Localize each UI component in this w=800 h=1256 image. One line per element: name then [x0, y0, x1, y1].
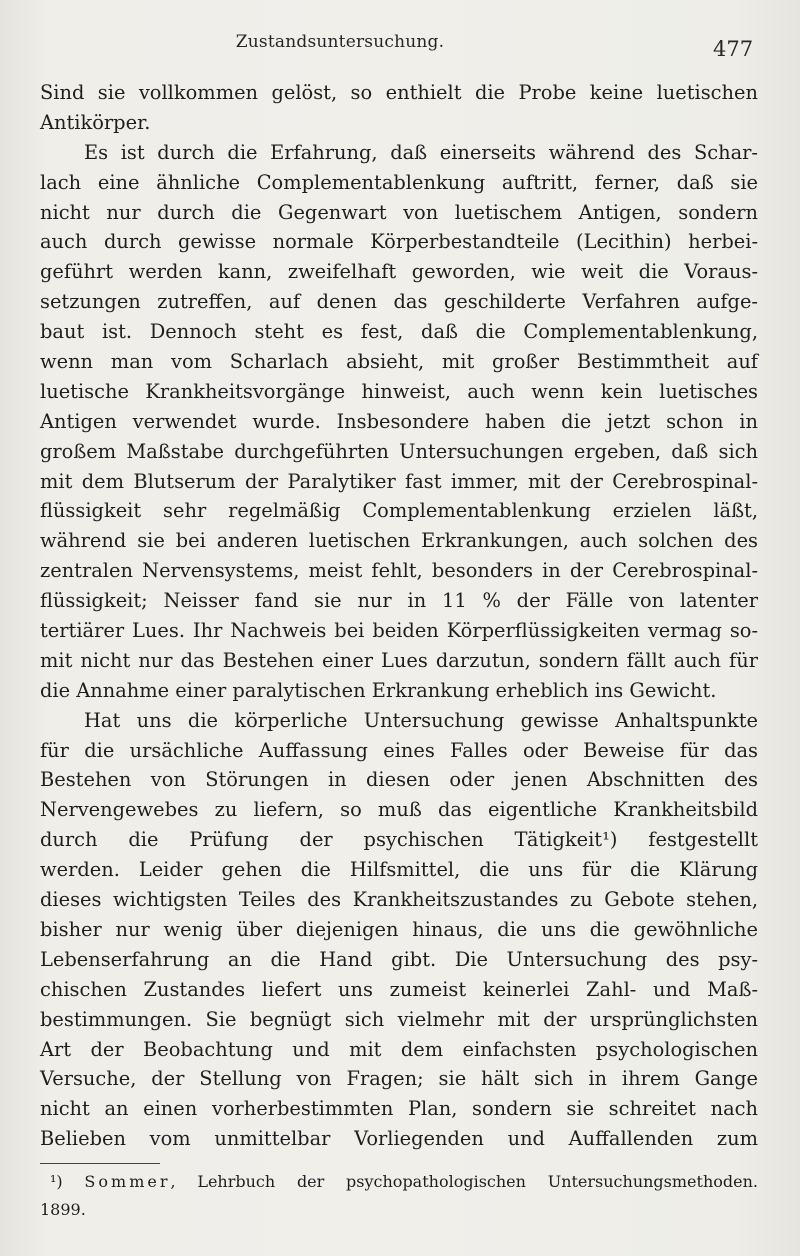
- text-line: werden. Leider gehen die Hilfsmittel, die uns für die Klärung: [40, 858, 758, 882]
- text-line: mit dem Blutserum der Paralytiker fast immer, mit der Cerebrospinal-: [40, 469, 758, 493]
- text-line: Bestehen von Störungen in diesen oder jenen Abschnitten des: [40, 768, 758, 792]
- text-line: bestimmungen. Sie begnügt sich vielmehr mit der ursprünglichsten: [40, 1007, 758, 1031]
- footnote-line-1: [40, 1168, 758, 1196]
- body-text: [40, 78, 758, 1154]
- text-line: wenn man vom Scharlach absieht, mit großer Bestimmtheit auf: [40, 350, 758, 374]
- text-line: Nervengewebes zu liefern, so muß das eigentliche Krankheitsbild: [40, 798, 758, 822]
- text-line: chischen Zustandes liefert uns zumeist keinerlei Zahl- und Maß-: [40, 977, 758, 1001]
- text-line: während sie bei anderen luetischen Erkrankungen, auch solchen des: [40, 529, 758, 553]
- text-line: lach eine ähnliche Complementablenkung auftritt, ferner, daß sie: [40, 170, 758, 194]
- text-line: bisher nur wenig über diejenigen hinaus, die uns die gewöhnliche: [40, 917, 758, 941]
- text-line: die Annahme einer paralytischen Erkrankung erheblich ins Gewicht.: [40, 678, 717, 702]
- text-line: nicht nur durch die Gegenwart von luetischem Antigen, sondern: [40, 200, 758, 224]
- text-line: Lebenserfahrung an die Hand gibt. Die Untersuchung des psy-: [40, 947, 758, 971]
- text-line: Hat uns die körperliche Untersuchung gewisse Anhaltspunkte: [84, 708, 758, 732]
- text-line: luetische Krankheitsvorgänge hinweist, auch wenn kein luetisches: [40, 379, 758, 403]
- text-line: nicht an einen vorherbestimmten Plan, sondern sie schreitet nach: [40, 1097, 758, 1121]
- text-line: setzungen zutreffen, auf denen das geschilderte Verfahren aufge-: [40, 290, 758, 314]
- text-line: zentralen Nervensystems, meist fehlt, besonders in der Cerebrospinal-: [40, 559, 758, 583]
- text-line: geführt werden kann, zweifelhaft geworden, wie weit die Voraus-: [40, 260, 758, 284]
- text-line: dieses wichtigsten Teiles des Krankheitszustandes zu Gebote stehen,: [40, 888, 758, 912]
- footnote-marker: ¹): [50, 1172, 63, 1191]
- text-line: Es ist durch die Erfahrung, daß einerseits während des Schar-: [84, 140, 758, 164]
- text-line: Antigen verwendet wurde. Insbesondere haben die jetzt schon in: [40, 409, 758, 433]
- text-line: baut ist. Dennoch steht es fest, daß die Complementablenkung,: [40, 320, 758, 344]
- text-line: tertiärer Lues. Ihr Nachweis bei beiden Körperflüssigkeiten vermag so-: [40, 619, 758, 643]
- text-line: Sind sie vollkommen gelöst, so enthielt die Probe keine luetischen: [40, 81, 758, 104]
- text-line: durch die Prüfung der psychischen Tätigkeit¹) festgestellt: [40, 828, 758, 852]
- text-line: Art der Beobachtung und mit dem einfachsten psychologischen: [40, 1037, 758, 1061]
- text-line: Versuche, der Stellung von Fragen; sie hält sich in ihrem Gange: [40, 1067, 758, 1091]
- text-line: für die ursächliche Auffassung eines Falles oder Beweise für das: [40, 738, 758, 762]
- text-line: flüssigkeit sehr regelmäßig Complementablenkung erzielen läßt,: [40, 499, 758, 523]
- footnote-author: Sommer: [84, 1172, 171, 1191]
- text-line: Belieben vom unmittelbar Vorliegenden und Auffallenden zum: [40, 1127, 758, 1151]
- page-number: 477: [713, 37, 754, 61]
- footnote-year: 1899.: [40, 1200, 86, 1219]
- footnote-divider: [40, 1163, 160, 1164]
- text-line: Antikörper.: [40, 110, 151, 134]
- text-line: großem Maßstabe durchgeführten Untersuchungen ergeben, daß sich: [40, 439, 758, 463]
- text-line: flüssigkeit; Neisser fand sie nur in 11 % der Fälle von latenter: [40, 589, 758, 613]
- text-line: mit nicht nur das Bestehen einer Lues darzutun, sondern fällt auch für: [40, 648, 758, 672]
- text-line: auch durch gewisse normale Körperbestandteile (Lecithin) herbei-: [40, 230, 758, 254]
- footnote: [40, 1168, 758, 1224]
- footnote-text: , Lehrbuch der psychopathologischen Untersuchungsmethoden.: [170, 1172, 758, 1191]
- running-header: Zustandsuntersuchung.: [235, 32, 445, 52]
